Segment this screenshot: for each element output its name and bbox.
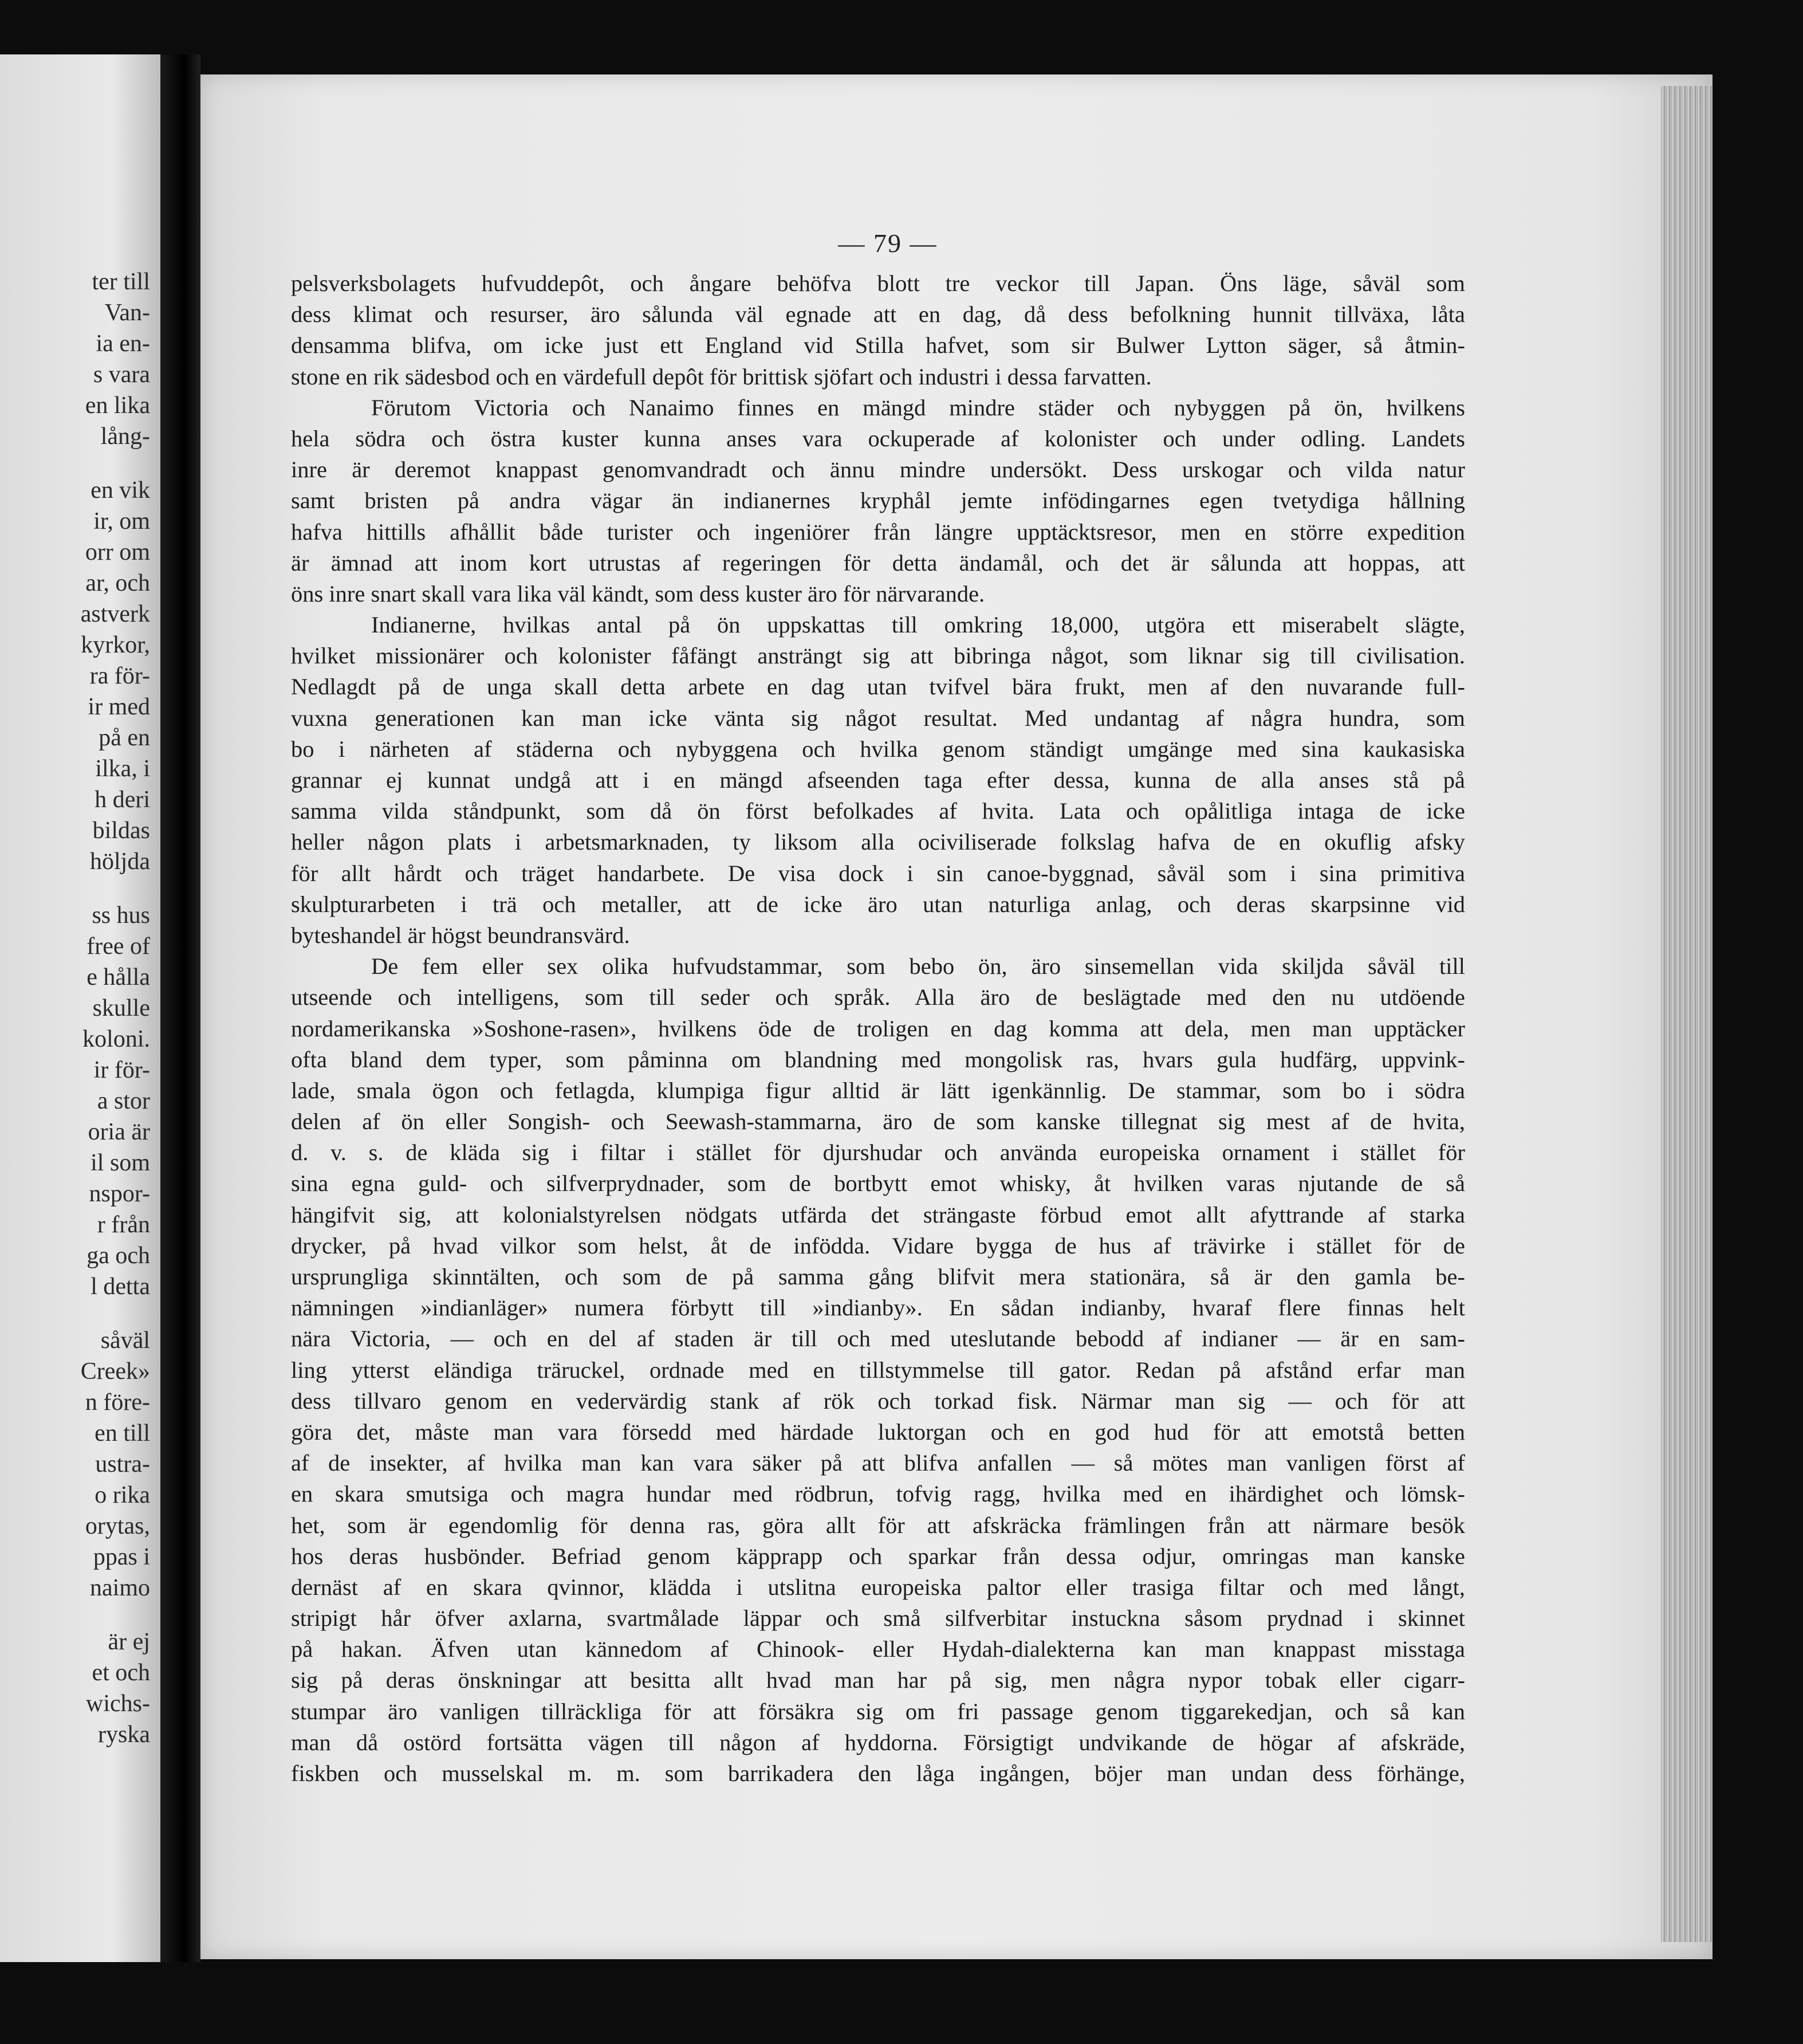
previous-page-line: på en	[99, 725, 150, 751]
previous-page-line: en lika	[85, 392, 150, 419]
previous-page-line: höljda	[90, 848, 150, 875]
text-line: af de insekter, af hvilka man kan vara säker på att blifva anfallen — så mötes man vanligen först af	[291, 1450, 1465, 1476]
previous-page-line: ir, om	[93, 508, 150, 534]
previous-page-line: skulle	[92, 995, 150, 1021]
body-text	[291, 268, 1465, 1789]
text-line: sig på deras önskningar att besitta allt hvad man har på sig, men några nypor tobak eller cigarr-	[291, 1667, 1465, 1693]
previous-page-line: et och	[92, 1660, 150, 1686]
text-line: grannar ej kunnat undgå att i en mängd afseenden taga efter dessa, kunna de alla anses stå på	[291, 767, 1465, 793]
previous-page-line: ustra-	[95, 1451, 150, 1477]
text-line: inre är deremot knappast genomvandradt och ännu mindre undersökt. Dess urskogar och vilda natur	[291, 457, 1465, 483]
page-block-edges	[1661, 86, 1713, 1942]
text-line: het, som är egendomlig för denna ras, göra allt för att afskräcka främlingen från att närmare besök	[291, 1512, 1465, 1538]
previous-page-line: kyrkor,	[81, 632, 150, 658]
previous-page-line: n före-	[85, 1389, 150, 1416]
text-line: fiskben och musselskal m. m. som barrikadera den låga ingången, böjer man undan dess förhänge,	[291, 1760, 1465, 1786]
previous-page-line: il som	[90, 1150, 150, 1176]
previous-page-line: ter till	[92, 269, 150, 295]
previous-page-line: bildas	[92, 817, 150, 844]
text-line: De fem eller sex olika hufvudstammar, som bebo ön, äro sinsemellan vida skiljda såväl till	[371, 953, 1465, 980]
previous-page-line: astverk	[80, 601, 150, 627]
text-line: byteshandel är högst beundransvärd.	[291, 922, 630, 948]
text-line: samt bristen på andra vägar än indianernes kryphål jemte infödingarnes egen tvetydiga hållning	[291, 488, 1465, 514]
text-line: nordamerikanska »Soshone-rasen», hvilkens öde de troligen en dag komma att dela, men man upptäcker	[291, 1015, 1465, 1041]
text-line: stumpar äro vanligen tillräckliga för att försäkra sig om fri passage genom tiggarekedjan, och så kan	[291, 1698, 1465, 1724]
previous-page-line: h deri	[95, 787, 150, 813]
text-line: Nedlagdt på de unga skall detta arbete en dag utan tvifvel bära frukt, men af den nuvarande full-	[291, 674, 1465, 700]
text-line: nära Victoria, — och en del af staden är till och med uteslutande bebodd af indianer — är en sam-	[291, 1326, 1465, 1352]
text-line: nämningen »indianläger» numera förbytt till »indianby». En sådan indianby, hvaraf flere finnas helt	[291, 1295, 1465, 1321]
previous-page-line: ilka, i	[95, 756, 150, 782]
previous-page-line: en till	[95, 1420, 150, 1446]
text-line: dess klimat och resurser, äro sålunda väl egnade att en dag, då dess befolkning hunnit tillväxa, låta	[291, 301, 1465, 328]
previous-page-line: ir för-	[93, 1057, 150, 1083]
previous-page-line	[0, 1302, 150, 1325]
page-number: — 79 —	[838, 229, 938, 258]
text-line: Indianerne, hvilkas antal på ön uppskattas till omkring 18,000, utgöra ett miserabelt slägte,	[371, 612, 1465, 638]
text-line: pelsverksbolagets hufvuddepôt, och ångare behöfva blott tre veckor till Japan. Öns läge, såväl som	[291, 270, 1465, 296]
previous-page-line: är ej	[108, 1629, 150, 1655]
previous-page-line	[0, 452, 150, 475]
previous-page-line: orr om	[85, 539, 150, 565]
previous-page-line: ga och	[86, 1243, 150, 1269]
text-line: drycker, på hvad vilkor som helst, åt de infödda. Vidare bygga de hus af trävirke i stället för de	[291, 1232, 1465, 1259]
text-line: på hakan. Äfven utan kännedom af Chinook- eller Hydah-dialekterna kan man knappast misstaga	[291, 1636, 1465, 1662]
previous-page-line: en vik	[90, 477, 150, 504]
text-line: heller någon plats i arbetsmarknaden, ty liksom alla ociviliserade folkslag hafva de en okuflig afsky	[291, 829, 1465, 855]
text-line: stone en rik sädesbod och en värdefull depôt för brittisk sjöfart och industri i dessa farvatten.	[291, 363, 1152, 390]
text-line: utseende och intelligens, som till seder och språk. Alla äro de beslägtade med den nu utdöende	[291, 984, 1465, 1011]
previous-page-text	[0, 266, 150, 1750]
text-line: vuxna generationen kan man icke vänta sig något resultat. Med undantag af några hundra, som	[291, 705, 1465, 731]
previous-page-line: o rika	[95, 1482, 150, 1508]
text-line: är ämnad att inom kort utrustas af regeringen för detta ändamål, och det är sålunda att hoppas, att	[291, 549, 1465, 576]
previous-page-line: ss hus	[92, 902, 150, 929]
text-line: ofta bland dem typer, som påminna om blandning med mongolisk ras, hvars gula hudfärg, uppvink-	[291, 1046, 1465, 1072]
text-line: göra det, måste man vara försedd med härdade luktorgan och en god hud för att emotstå betten	[291, 1418, 1465, 1445]
previous-page-line: koloni.	[82, 1026, 150, 1052]
text-line: sina egna guld- och silfverprydnader, som de bortbytt emot whisky, åt hvilken varas njutande de så	[291, 1170, 1465, 1197]
text-line: Förutom Victoria och Nanaimo finnes en mängd mindre städer och nybyggen på ön, hvilkens	[371, 394, 1465, 420]
previous-page-line: ryska	[98, 1721, 150, 1748]
previous-page-line: ia en-	[96, 331, 150, 357]
text-line: delen af ön eller Songish- och Seewash-stammarna, äro de som kanske tillegnat sig mest af de hvita,	[291, 1109, 1465, 1135]
text-line: bo i närheten af städerna och nybyggena och hvilka genom ständigt umgänge med sina kaukasiska	[291, 736, 1465, 762]
previous-page-line: ar, och	[85, 570, 150, 596]
text-line: hafva hittills afhållit både turister och ingeniörer från längre upptäcktsresor, men en större expedition	[291, 518, 1465, 545]
previous-page-line: ra för-	[89, 663, 150, 689]
previous-page-line: r från	[97, 1212, 150, 1238]
previous-page-line: a stor	[97, 1088, 150, 1114]
text-line: hängifvit sig, att kolonialstyrelsen nödgats utfärda det strängaste förbud emot allt afyttrande af starka	[291, 1201, 1465, 1228]
previous-page-line	[0, 877, 150, 900]
book-gutter	[160, 54, 200, 1962]
text-line: hela södra och östra kuster kunna anses vara ockuperade af kolonister och under odling. Landets	[291, 425, 1465, 451]
previous-page-line: ir med	[88, 694, 150, 720]
previous-page-line: Creek»	[80, 1358, 150, 1385]
previous-page-line: nspor-	[89, 1181, 150, 1207]
scan-background	[1713, 0, 1803, 2044]
text-line: man då ostörd fortsätta vägen till någon af hyddorna. Försigtigt undvikande de högar af afskräde,	[291, 1729, 1465, 1755]
text-line: d. v. s. de kläda sig i filtar i stället för djurshudar och använda europeiska ornament i stället för	[291, 1139, 1465, 1166]
previous-page-line: l detta	[90, 1273, 150, 1300]
previous-page-line: s vara	[93, 361, 150, 388]
text-line: densamma blifva, om icke just ett England vid Stilla hafvet, som sir Bulwer Lytton säger, så åtmin-	[291, 332, 1465, 359]
text-line: ling ytterst eländiga träruckel, ordnade med en tillstymmelse till gator. Redan på afstånd erfar man	[291, 1357, 1465, 1383]
text-line: lade, smala ögon och fetlagda, klumpiga figur alltid är lätt igenkännlig. De stammar, som bo i södra	[291, 1077, 1465, 1103]
previous-page-line: såväl	[100, 1327, 150, 1354]
text-line: dernäst af en skara qvinnor, klädda i utslitna europeiska paltor eller trasiga filtar och med långt,	[291, 1574, 1465, 1600]
previous-page-line: lång-	[100, 423, 150, 450]
previous-page-line: ppas i	[93, 1544, 150, 1570]
previous-page-line: oria är	[88, 1119, 150, 1145]
text-line: stripigt hår öfver axlarna, svartmålade läppar och små silfverbitar instuckna såsom prydnad i skinnet	[291, 1605, 1465, 1632]
previous-page-line: Van-	[104, 300, 150, 326]
text-line: öns inre snart skall vara lika väl kändt, som dess kuster äro för närvarande.	[291, 580, 985, 607]
previous-page-edge	[0, 54, 160, 1962]
text-line: en skara smutsiga och magra hundar med rödbrun, tofvig ragg, hvilka med en ihärdighet och lömsk-	[291, 1481, 1465, 1507]
text-line: för allt hårdt och träget handarbete. De visa dock i sin canoe-byggnad, såväl som i sina primitiva	[291, 860, 1465, 886]
text-line: ursprungliga skinntälten, och som de på samma gång blifvit mera stationära, så är den gamla be-	[291, 1264, 1465, 1290]
previous-page-line	[0, 1603, 150, 1626]
previous-page-line: free of	[86, 933, 150, 960]
text-line: dess tillvaro genom en vedervärdig stank af rök och torkad fisk. Närmar man sig — och för att	[291, 1387, 1465, 1414]
text-line: hvilket missionärer och kolonister fåfängt ansträngt sig att bibringa något, som liknar sig till civilisation.	[291, 643, 1465, 669]
text-line: samma vilda ståndpunkt, som då ön först befolkades af hvita. Lata och opålitliga intaga de icke	[291, 798, 1465, 824]
text-line: skulpturarbeten i trä och metaller, att de icke äro utan naturliga anlag, och deras skarpsinne vid	[291, 891, 1465, 917]
previous-page-line: e hålla	[86, 964, 150, 990]
previous-page-line: wichs-	[86, 1691, 150, 1717]
text-line: hos deras husbönder. Befriad genom käpprapp och sparkar från dessa odjur, omringas man kanske	[291, 1543, 1465, 1569]
previous-page-line: naimo	[90, 1575, 150, 1601]
previous-page-line: orytas,	[85, 1513, 150, 1539]
